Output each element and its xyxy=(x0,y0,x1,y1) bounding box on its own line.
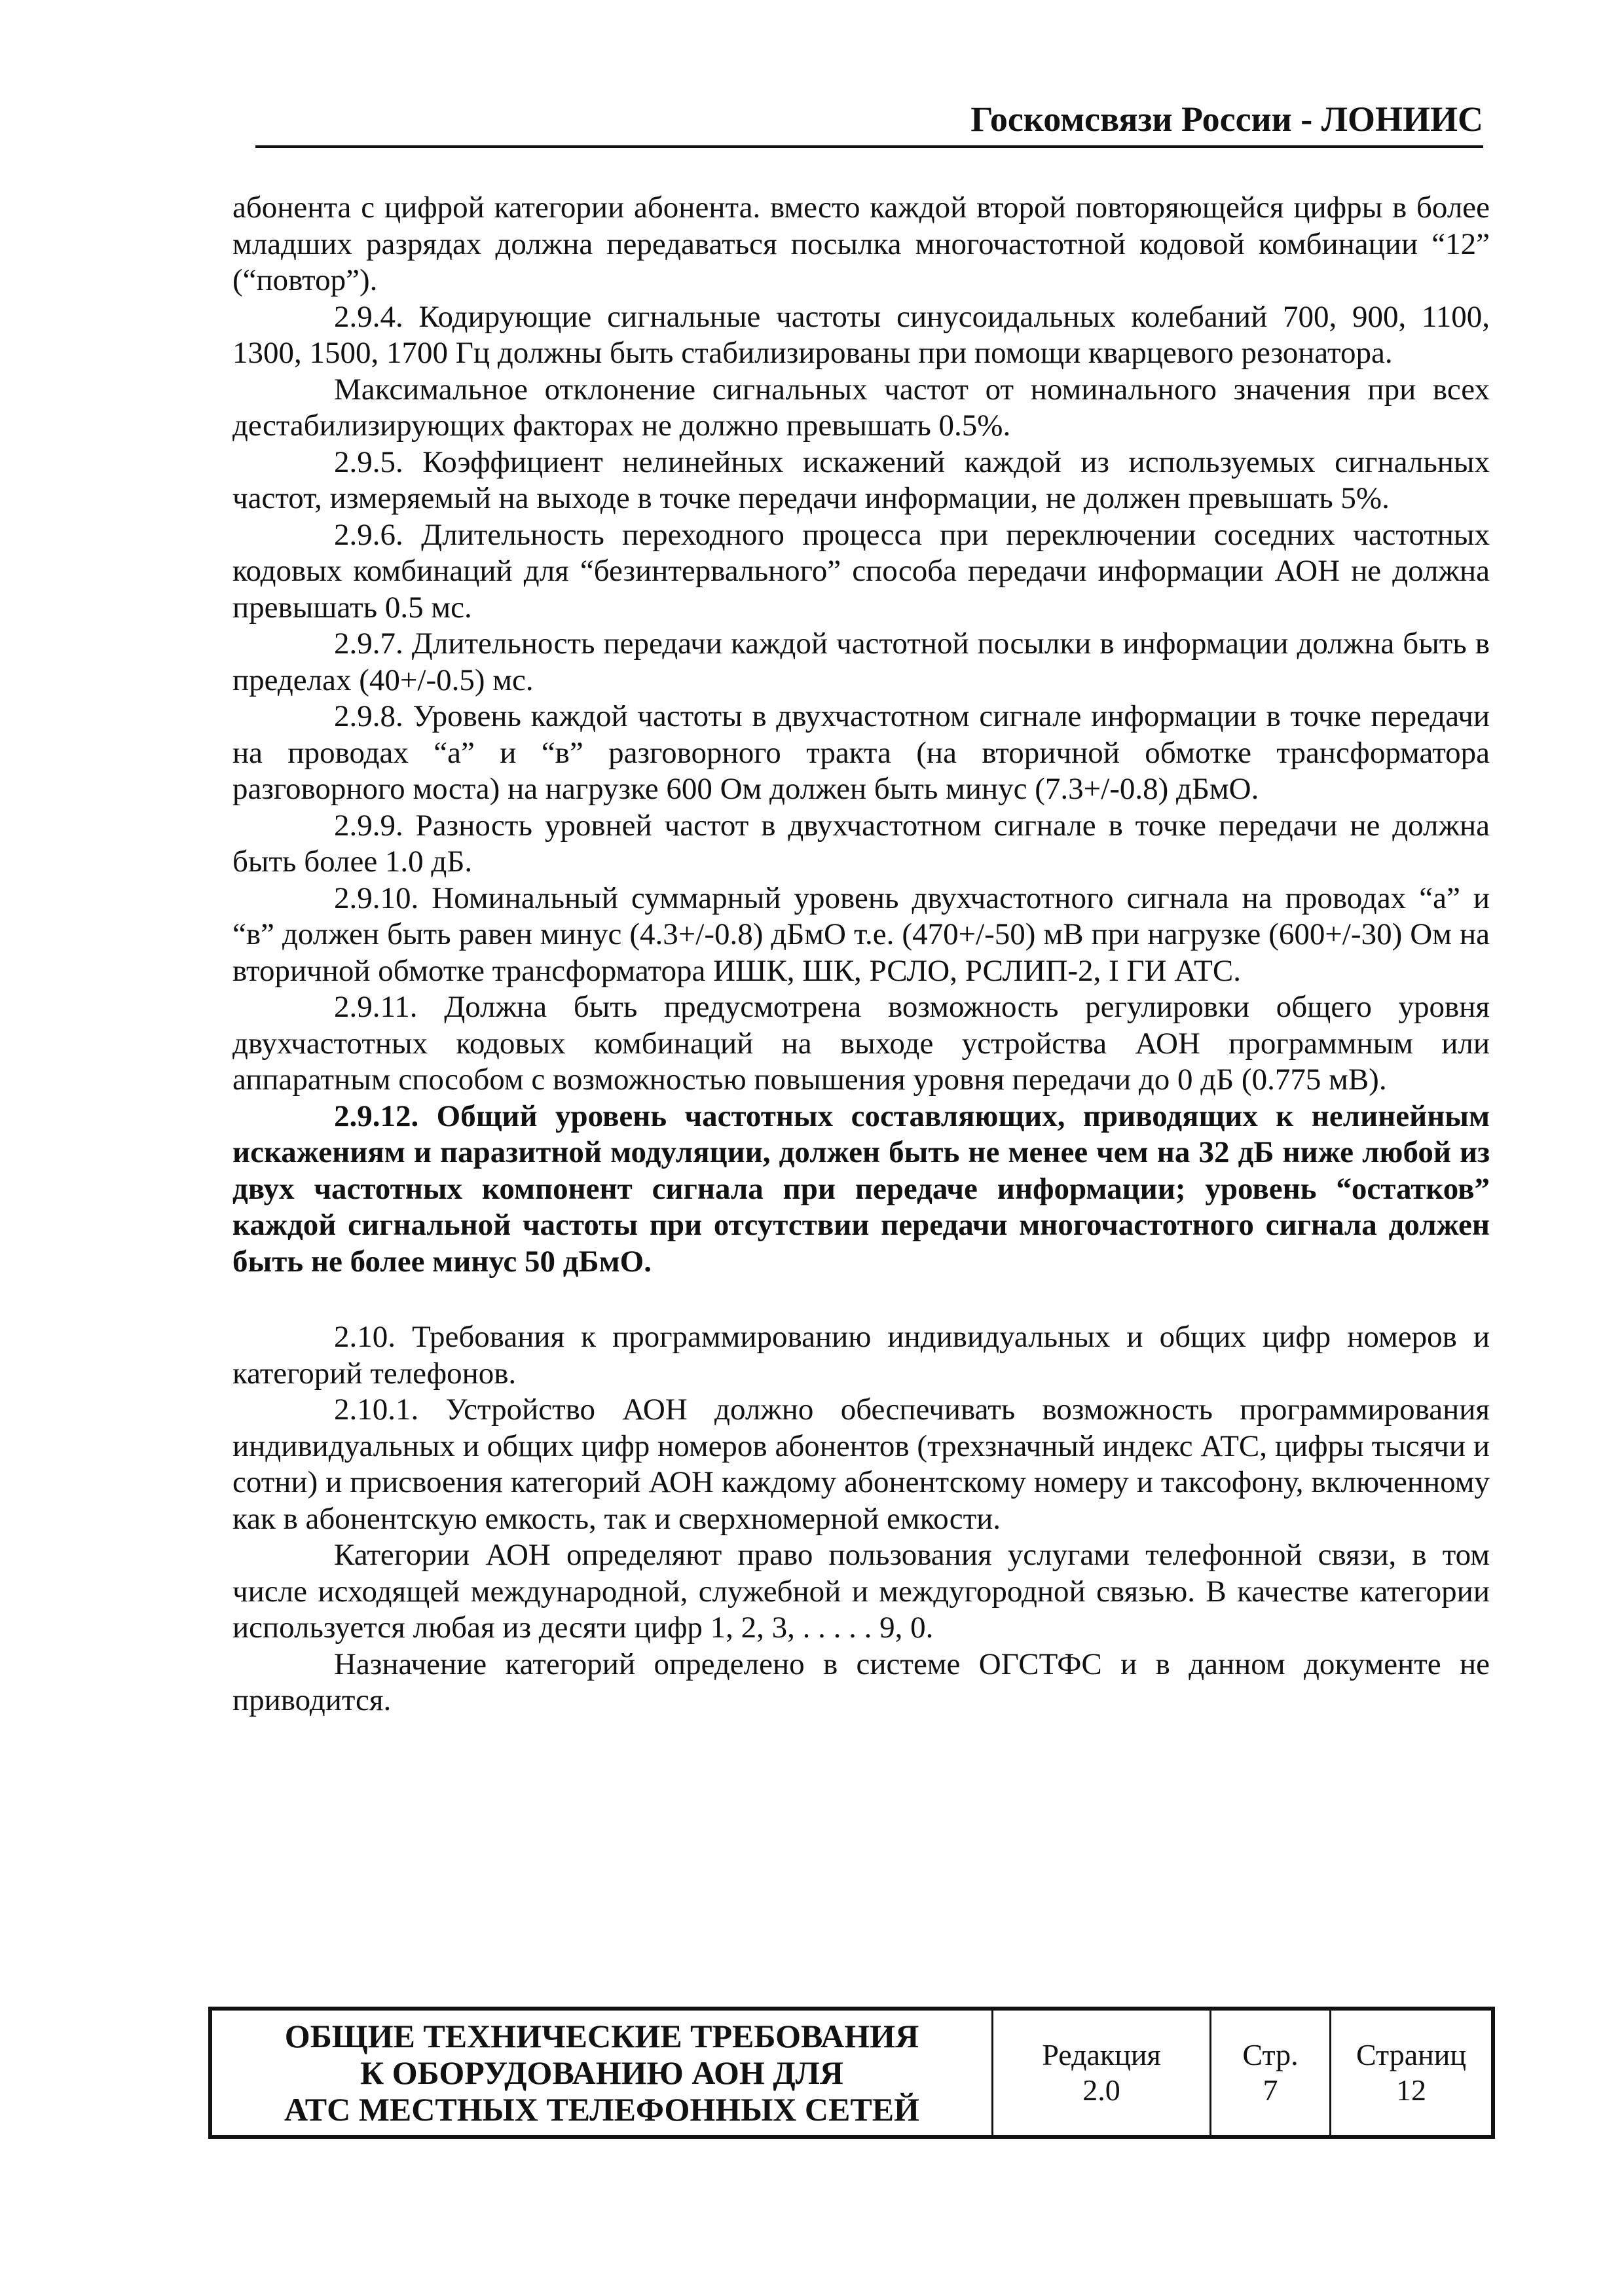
paragraph: 2.9.6. Длительность переходного процесса при переключении соседних частотных кодовых комбинаций для “безинтервального” способа передачи информации АОН не должна превышать 0.5 мс. xyxy=(232,517,1490,625)
page-value: 7 xyxy=(1263,2073,1278,2107)
page-number-cell xyxy=(1211,2011,1331,2135)
title-block xyxy=(208,2007,1495,2139)
edition-cell xyxy=(993,2011,1211,2135)
paragraph: Категории АОН определяют право пользования услугами телефонной связи, в том числе исходящей международной, служебной и междугородной связью. В качестве категории используется любая из десяти цифр 1, 2, 3, . . . . . 9, 0. xyxy=(232,1538,1490,1645)
pages-value: 12 xyxy=(1396,2073,1426,2107)
edition-label: Редакция xyxy=(1042,2038,1161,2071)
paragraph: Назначение категорий определено в системе ОГСТФС и в данном документе не приводится. xyxy=(232,1647,1490,1717)
paragraph: абонента с цифрой категории абонента. вместо каждой второй повторяющейся цифры в более младших разрядах должна передаваться посылка многочастотной кодовой комбинации “12” (“повтор”). xyxy=(232,191,1490,297)
paragraph: 2.9.5. Коэффициент нелинейных искажений каждой из используемых сигнальных частот, измеряемый на выходе в точке передачи информации, не должен превышать 5%. xyxy=(232,445,1490,515)
edition-value: 2.0 xyxy=(1082,2073,1120,2107)
paragraph: 2.9.12. Общий уровень частотных составляющих, приводящих к нелинейным искажениям и паразитной модуляции, должен быть не менее чем на 32 дБ ниже любой из двух частотных компонент сигнала при передаче информации; уровень “остатков” каждой сигнальной частоты при отсутствии передачи многочастотного сигнала должен быть не более минус 50 дБмО. xyxy=(232,1099,1490,1279)
paragraph: Максимальное отклонение сигнальных частот от номинального значения при всех дестабилизирующих факторах не должно превышать 0.5%. xyxy=(232,372,1490,443)
section-heading: 2.10. Требования к программированию индивидуальных и общих цифр номеров и категорий телефонов. xyxy=(232,1320,1490,1391)
pages-label: Страниц xyxy=(1356,2038,1466,2071)
page-count-cell xyxy=(1331,2011,1491,2135)
paragraph: 2.10.1. Устройство АОН должно обеспечивать возможность программирования индивидуальных и общих цифр номеров абонентов (трехзначный индекс АТС, цифры тысячи и сотни) и присвоения категорий АОН каждому абонентскому номеру и таксофону, включенному как в абонентскую емкость, так и сверхномерной емкости. xyxy=(232,1393,1490,1536)
header-title: Госкомсвязи России - ЛОНИИС xyxy=(970,100,1483,139)
paragraph: 2.9.7. Длительность передачи каждой частотной посылки в информации должна быть в пределах (40+/-0.5) мс. xyxy=(232,627,1490,697)
paragraph: 2.9.8. Уровень каждой частоты в двухчастотном сигнале информации в точке передачи на проводах “а” и “в” разговорного тракта (на вторичной обмотке трансформатора разговорного моста) на нагрузке 600 Ом должен быть минус (7.3+/-0.8) дБмО. xyxy=(232,699,1490,806)
page-header xyxy=(255,98,1483,148)
document-title-line: АТС МЕСТНЫХ ТЕЛЕФОННЫХ СЕТЕЙ xyxy=(284,2091,919,2128)
document-body xyxy=(232,190,1490,1719)
paragraph: 2.9.10. Номинальный суммарный уровень двухчастотного сигнала на проводах “а” и “в” должен быть равен минус (4.3+/-0.8) дБмО т.е. (470+/-50) мВ при нагрузке (600+/-30) Ом на вторичной обмотке трансформатора ИШК, ШК, РСЛО, РСЛИП-2, I ГИ АТС. xyxy=(232,881,1490,988)
document-title-cell xyxy=(212,2011,993,2135)
paragraph: 2.9.4. Кодирующие сигнальные частоты синусоидальных колебаний 700, 900, 1100, 1300, 1500, 1700 Гц должны быть стабилизированы при помощи кварцевого резонатора. xyxy=(232,299,1490,370)
document-title-line: ОБЩИЕ ТЕХНИЧЕСКИЕ ТРЕБОВАНИЯ xyxy=(284,2018,919,2054)
paragraph: 2.9.11. Должна быть предусмотрена возможность регулировки общего уровня двухчастотных кодовых комбинаций на выходе устройства АОН программным или аппаратным способом с возможностью повышения уровня передачи до 0 дБ (0.775 мВ). xyxy=(232,990,1490,1097)
document-title-line: К ОБОРУДОВАНИЮ АОН ДЛЯ xyxy=(360,2054,844,2091)
page-label: Стр. xyxy=(1242,2038,1299,2071)
paragraph: 2.9.9. Разность уровней частот в двухчастотном сигнале в точке передачи не должна быть более 1.0 дБ. xyxy=(232,808,1490,879)
